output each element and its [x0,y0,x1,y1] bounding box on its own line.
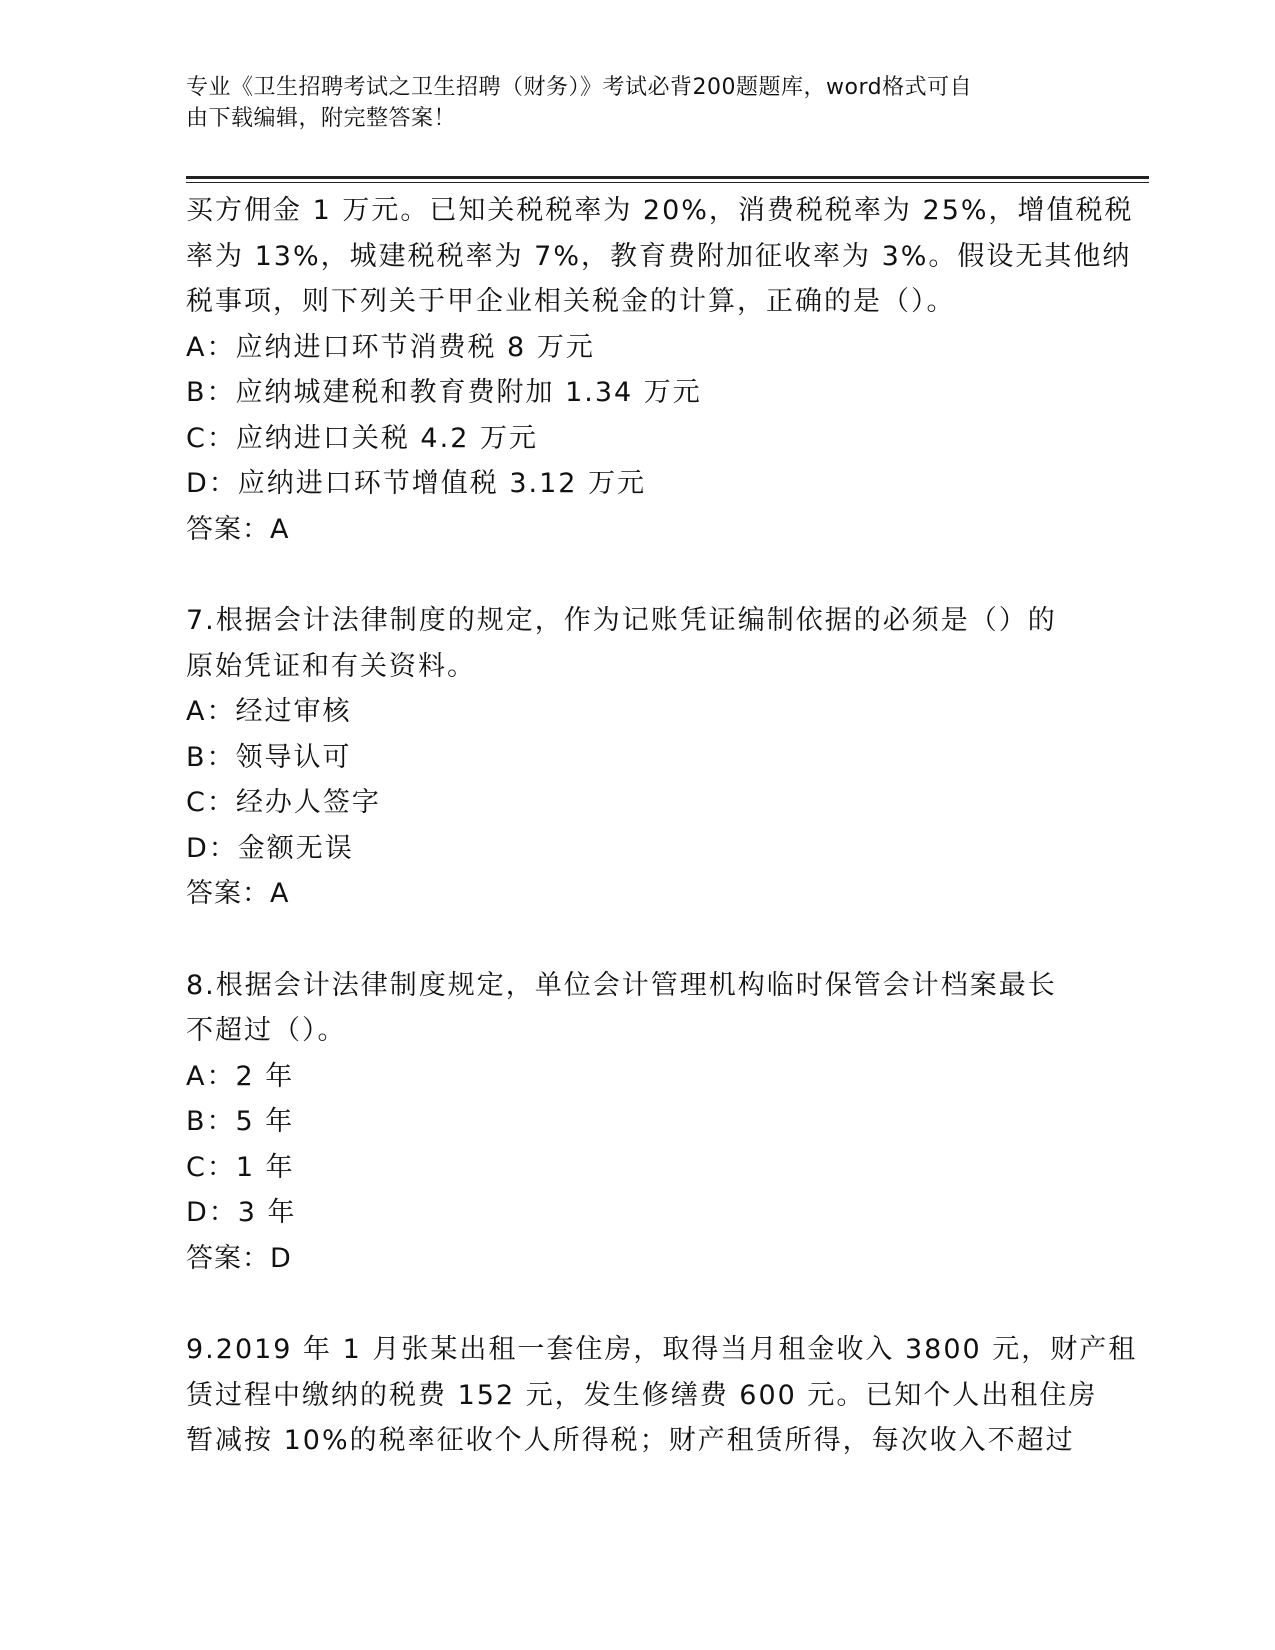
question-9-stem-line: 9.2019 年 1 月张某出租一套住房，取得当月租金收入 3800 元，财产租 [186,1334,1138,1365]
question-6-option-b: B：应纳城建税和教育费附加 1.34 万元 [186,377,702,408]
question-9-stem-line: 赁过程中缴纳的税费 152 元，发生修缮费 600 元。已知个人出租住房 [186,1379,1098,1411]
question-7-stem-line: 7.根据会计法律制度的规定，作为记账凭证编制依据的必须是（）的 [186,605,1057,636]
question-7 [186,598,1086,917]
question-6-option-d: D：应纳进口环节增值税 3.12 万元 [186,468,647,499]
question-7-stem-line: 原始凭证和有关资料。 [186,650,476,682]
header-divider-thick [186,176,1149,179]
question-8-option-a: A：2 年 [186,1060,295,1092]
question-9 [186,1327,1138,1464]
question-7-answer: 答案：A [186,878,290,909]
question-9-stem-line: 暂减按 10%的税率征收个人所得税；财产租赁所得，每次收入不超过 [186,1425,1075,1456]
question-8-stem-line: 不超过（）。 [186,1015,347,1046]
question-8-answer: 答案：D [186,1242,292,1274]
question-8-option-d: D：3 年 [186,1197,297,1228]
question-7-option-c: C：经办人签字 [186,787,381,818]
question-8 [186,963,1086,1282]
question-8-stem-line: 8.根据会计法律制度规定，单位会计管理机构临时保管会计档案最长 [186,969,1057,1001]
question-7-option-b: B：领导认可 [186,741,352,773]
header-title-line-1: 专业《卫生招聘考试之卫生招聘（财务）》考试必背200题题库，word格式可自 [186,75,973,100]
question-6-option-a: A：应纳进口环节消费税 8 万元 [186,331,595,363]
question-6-stem-line: 税事项，则下列关于甲企业相关税金的计算，正确的是（）。 [186,286,956,317]
question-7-option-d: D：金额无误 [186,832,354,864]
question-8-option-c: C：1 年 [186,1151,295,1183]
question-6 [186,188,1134,552]
document-header [186,72,1066,134]
question-6-stem-line: 率为 13%，城建税税率为 7%，教育费附加征收率为 3%。假设无其他纳 [186,240,1132,272]
header-title-line-2: 由下载编辑，附完整答案！ [186,106,457,131]
question-6-answer: 答案：A [186,513,290,545]
question-8-option-b: B：5 年 [186,1106,295,1137]
header-divider-thin [186,182,1149,183]
spacer [186,552,1086,598]
question-7-option-a: A：经过审核 [186,696,352,727]
question-6-stem-line: 买方佣金 1 万元。已知关税税率为 20%，消费税税率为 25%，增值税税 [186,195,1134,226]
question-content [186,188,1138,1464]
spacer [186,917,1086,963]
spacer [186,1281,1086,1327]
question-6-option-c: C：应纳进口关税 4.2 万元 [186,422,538,454]
